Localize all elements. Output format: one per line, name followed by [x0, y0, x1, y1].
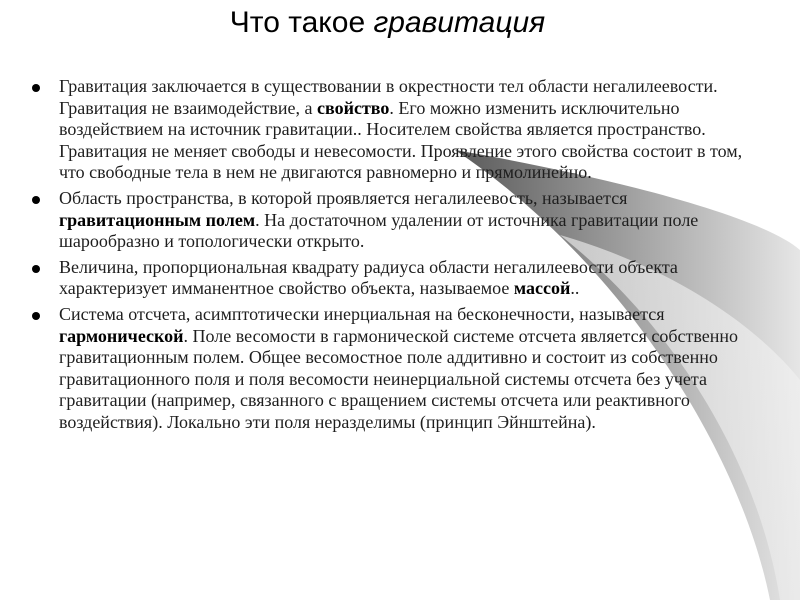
bullet-dot-icon [32, 312, 40, 320]
slide-title-italic: гравитация [373, 6, 546, 39]
bullet-list [32, 76, 772, 438]
bullet-bold-term: массой [513, 278, 571, 299]
bullet-text: . Его можно изменить исключительно воздействием на источник гравитации.. Носителем свойства является пространство. Гравитация не меняет свободы и невесомости. Проявление этого свойства состоит в том, что свободные тела в нем не двигаются равномерно и прямолинейно. [59, 97, 743, 183]
bullet-bold-term: гравитационным полем [59, 209, 256, 230]
bullet-bold-term: свойство [317, 97, 390, 118]
bullet-item [32, 304, 772, 434]
bullet-bold-term: гармонической [59, 325, 184, 346]
slide-title [0, 6, 775, 40]
bullet-text: Величина, пропорциональная квадрату радиуса области негалилеевости объекта характеризует имманентное свойство объекта, называемое [59, 256, 678, 299]
bullet-text: . На достаточном удалении от источника гравитации поле шарообразно и топологически открыто. [59, 209, 699, 252]
bullet-text: Область пространства, в которой проявляется негалилеевость, называется [59, 187, 628, 208]
bullet-text: Система отсчета, асимптотически инерциальная на бесконечности, называется [59, 303, 665, 324]
slide-title-normal: Что такое [229, 6, 374, 39]
bullet-text: . Поле весомости в гармонической системе отсчета является собственно гравитационным полем. Общее весомостное поле аддитивно и состоит из собственно гравитационного поля и поля весомости неинерциальной системы отсчета без учета гравитации (например, связанного с вращением системы отсчета или реактивного воздействия). Локально эти поля неразделимы (принцип Эйнштейна). [59, 325, 739, 432]
bullet-item [32, 188, 772, 253]
bullet-item [32, 76, 772, 184]
bullet-item [32, 257, 772, 300]
bullet-dot-icon [32, 84, 40, 92]
bullet-text: Гравитация заключается в существовании в окрестности тел области негалилеевости. Гравитация не взаимодействие, а [59, 76, 718, 118]
bullet-dot-icon [32, 196, 40, 204]
bullet-text: .. [570, 278, 580, 299]
bullet-dot-icon [32, 265, 40, 273]
